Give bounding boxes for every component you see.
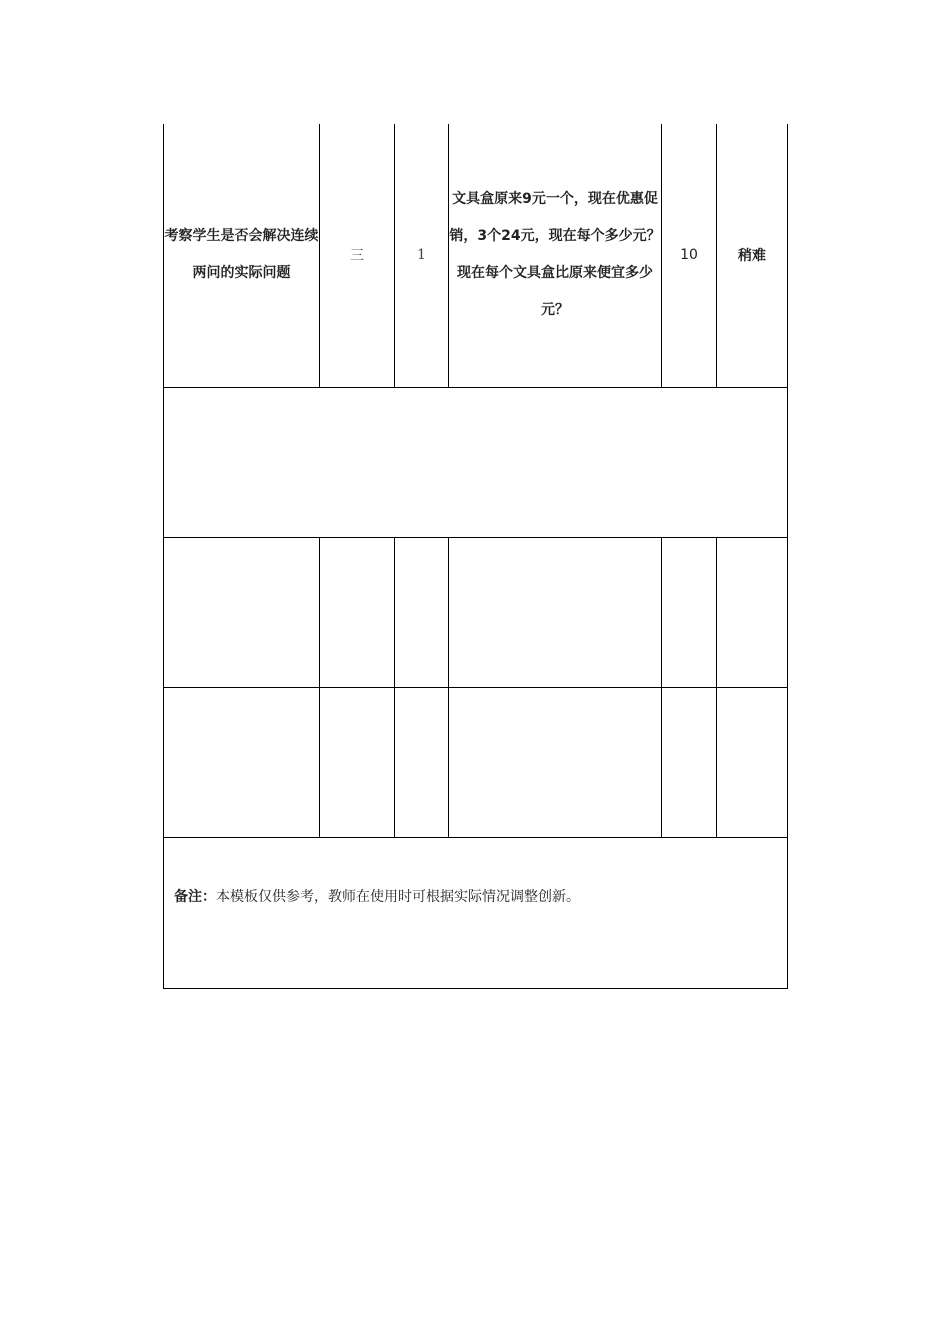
empty-row <box>164 687 788 837</box>
empty-cell <box>717 537 788 687</box>
empty-cell <box>449 687 662 837</box>
empty-cell <box>320 537 395 687</box>
difficulty-cell: 稍难 <box>717 124 788 387</box>
empty-cell <box>164 687 320 837</box>
table-row <box>164 124 788 387</box>
note-label: 备注： <box>174 888 216 905</box>
note-line <box>174 886 787 906</box>
note-row <box>164 837 788 988</box>
empty-cell <box>662 687 717 837</box>
empty-cell <box>395 537 449 687</box>
empty-cell <box>662 537 717 687</box>
note-cell <box>164 837 788 988</box>
merged-empty-cell <box>164 387 788 537</box>
empty-cell <box>320 687 395 837</box>
unit-cell: 三 <box>320 124 395 387</box>
empty-cell <box>449 537 662 687</box>
note-text: 本模板仅供参考，教师在使用时可根据实际情况调整创新。 <box>216 888 580 905</box>
goal-cell: 考察学生是否会解决连续两问的实际问题 <box>164 124 320 387</box>
assessment-table <box>163 124 788 989</box>
empty-row <box>164 537 788 687</box>
empty-cell <box>395 687 449 837</box>
merged-empty-row <box>164 387 788 537</box>
empty-cell <box>717 687 788 837</box>
question-cell: 文具盒原来9元一个，现在优惠促销，3个24元，现在每个多少元？现在每个文具盒比原来便宜多少元？ <box>449 124 662 387</box>
empty-cell <box>164 537 320 687</box>
time-cell: 10 <box>662 124 717 387</box>
item-number-cell: 1 <box>395 124 449 387</box>
